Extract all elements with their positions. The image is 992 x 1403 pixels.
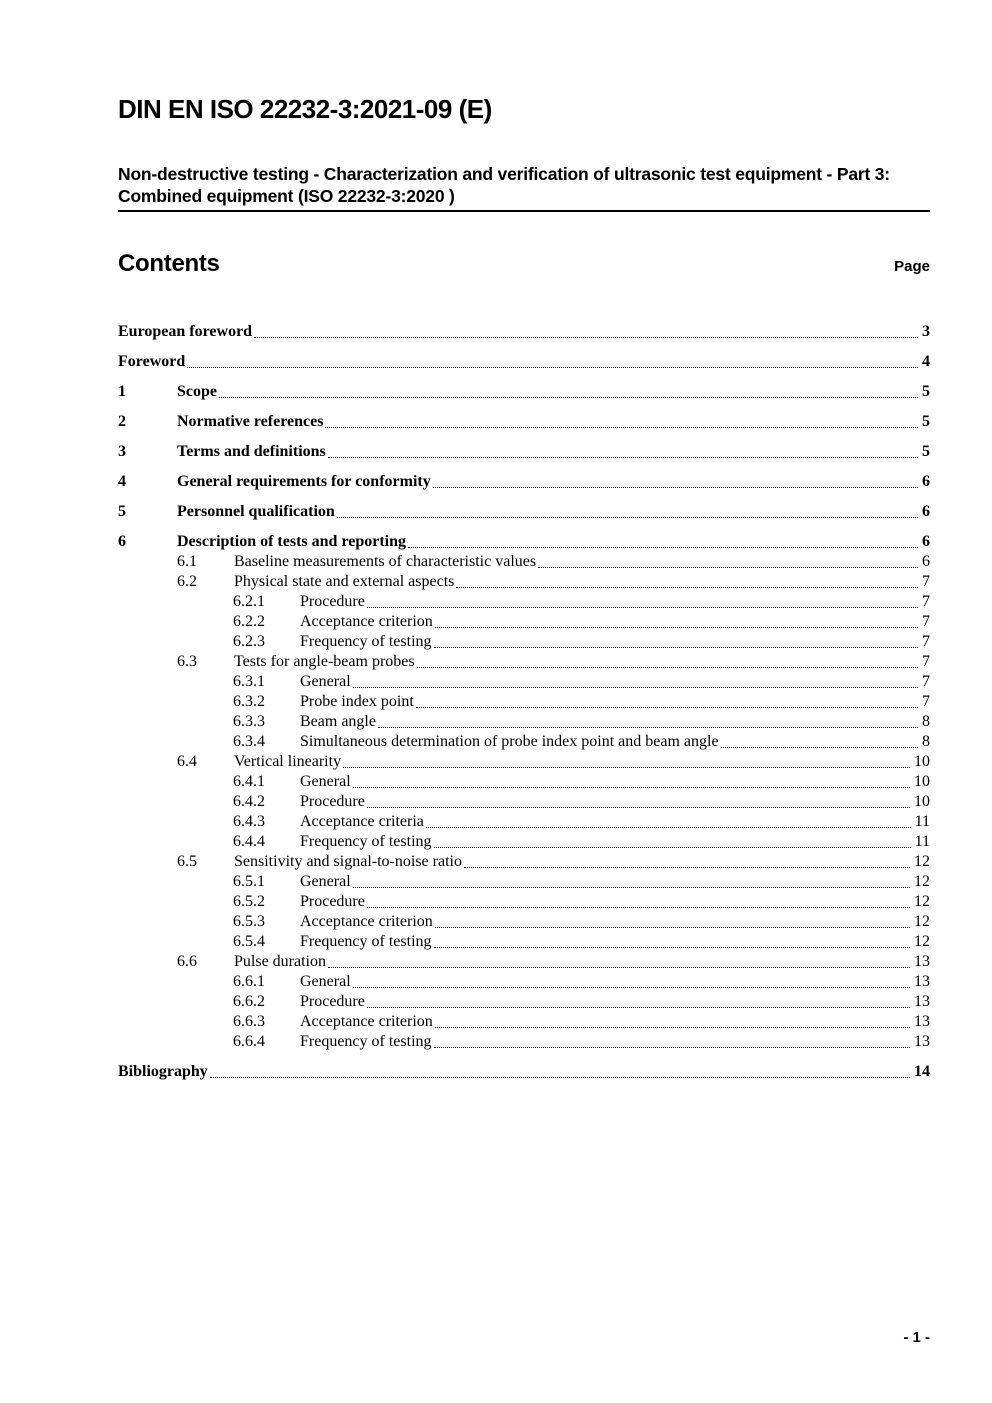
toc-entry-number: 6.4.1 — [233, 773, 265, 790]
toc-entry-number: 6.5.1 — [233, 873, 265, 890]
toc-entry[interactable] — [118, 712, 930, 732]
toc-entry-page: 5 — [922, 383, 930, 400]
toc-leader-dots — [353, 887, 910, 888]
toc-entry-page: 13 — [914, 1013, 930, 1030]
toc-entry-number: 6.3.2 — [233, 693, 265, 710]
toc-entry[interactable] — [118, 442, 930, 462]
toc-entry-page: 10 — [914, 753, 930, 770]
toc-entry-label: Beam angle — [300, 713, 376, 730]
toc-entry-label: Frequency of testing — [300, 1033, 432, 1050]
toc-entry-number: 2 — [118, 413, 126, 430]
toc-entry-label: Frequency of testing — [300, 633, 432, 650]
toc-entry-label: Sensitivity and signal-to-noise ratio — [234, 853, 462, 870]
toc-entry-page: 13 — [914, 953, 930, 970]
toc-entry-number: 6.6.2 — [233, 993, 265, 1010]
toc-entry[interactable] — [118, 692, 930, 712]
toc-entry-number: 6.2.1 — [233, 593, 265, 610]
toc-entry-label: General — [300, 673, 351, 690]
toc-entry-page: 12 — [914, 853, 930, 870]
toc-entry[interactable] — [118, 1012, 930, 1032]
toc-entry-label: General — [300, 973, 351, 990]
toc-entry[interactable] — [118, 412, 930, 432]
toc-leader-dots — [328, 967, 910, 968]
toc-entry-number: 6.3 — [177, 653, 197, 670]
toc-entry[interactable] — [118, 592, 930, 612]
toc-entry[interactable] — [118, 892, 930, 912]
toc-entry[interactable] — [118, 972, 930, 992]
toc-entry[interactable] — [118, 652, 930, 672]
toc-entry-number: 6.3.3 — [233, 713, 265, 730]
toc-entry-page: 8 — [922, 713, 930, 730]
toc-entry-label: Physical state and external aspects — [234, 573, 455, 590]
toc-entry-label: Frequency of testing — [300, 933, 432, 950]
toc-entry[interactable] — [118, 532, 930, 552]
toc-entry-label: Acceptance criterion — [300, 913, 433, 930]
toc-entry[interactable] — [118, 612, 930, 632]
toc-entry-label: Tests for angle-beam probes — [234, 653, 415, 670]
document-title: Non-destructive testing - Characterization and verification of ultrasonic test equipment - Part 3: Combined equipment (ISO 22232-3:2020 ) — [118, 163, 930, 212]
toc-entry-label: Scope — [177, 383, 217, 400]
toc-leader-dots — [435, 1027, 910, 1028]
toc-entry-page: 13 — [914, 973, 930, 990]
toc-entry-number: 1 — [118, 383, 126, 400]
toc-entry-label: Acceptance criterion — [300, 613, 433, 630]
toc-entry-number: 4 — [118, 473, 126, 490]
toc-entry-page: 7 — [922, 613, 930, 630]
toc-leader-dots — [434, 1047, 910, 1048]
toc-leader-dots — [219, 397, 918, 398]
toc-entry-label: Frequency of testing — [300, 833, 432, 850]
toc-leader-dots — [325, 427, 918, 428]
page-footer — [903, 1329, 930, 1346]
toc-leader-dots — [434, 647, 918, 648]
toc-entry-page: 10 — [914, 793, 930, 810]
toc-leader-dots — [434, 947, 910, 948]
toc-leader-dots — [367, 607, 918, 608]
toc-entry-number: 6.5 — [177, 853, 197, 870]
toc-leader-dots — [187, 367, 918, 368]
toc-entry-label: Vertical linearity — [234, 753, 342, 770]
contents-header-row — [118, 250, 930, 278]
toc-leader-dots — [378, 727, 918, 728]
toc-leader-dots — [434, 847, 911, 848]
toc-entry-page: 7 — [922, 573, 930, 590]
toc-entry[interactable] — [118, 992, 930, 1012]
toc-entry-label: General requirements for conformity — [177, 473, 431, 490]
toc-entry-label: General — [300, 773, 351, 790]
toc-entry-label: Bibliography — [118, 1063, 208, 1080]
toc-entry[interactable] — [118, 932, 930, 952]
page-column-label: Page — [894, 258, 930, 275]
toc-entry-label: Acceptance criterion — [300, 1013, 433, 1030]
toc-entry-page: 7 — [922, 693, 930, 710]
document-header — [118, 93, 930, 212]
toc-leader-dots — [721, 747, 918, 748]
toc-entry-page: 14 — [914, 1063, 930, 1080]
toc-entry-label: Procedure — [300, 993, 365, 1010]
toc-entry-number: 6.3.1 — [233, 673, 265, 690]
toc-entry-page: 5 — [922, 413, 930, 430]
toc-entry[interactable] — [118, 1062, 930, 1082]
toc-entry-number: 3 — [118, 443, 126, 460]
toc-entry[interactable] — [118, 572, 930, 592]
toc-entry[interactable] — [118, 552, 930, 572]
toc-entry-label: Normative references — [177, 413, 324, 430]
toc-entry[interactable] — [118, 832, 930, 852]
toc-entry-number: 6.2.2 — [233, 613, 265, 630]
toc-entry-label: Simultaneous determination of probe index point and beam angle — [300, 733, 719, 750]
toc-entry[interactable] — [118, 952, 930, 972]
toc-entry-label: European foreword — [118, 323, 253, 340]
toc-entry-page: 6 — [922, 553, 930, 570]
toc-entry[interactable] — [118, 752, 930, 772]
toc-entry-page: 11 — [914, 833, 930, 850]
toc-entry-number: 6.4.2 — [233, 793, 265, 810]
toc-entry[interactable] — [118, 872, 930, 892]
toc-entry-page: 6 — [922, 473, 930, 490]
toc-leader-dots — [538, 567, 918, 568]
toc-entry-page: 7 — [922, 593, 930, 610]
toc-entry-label: Procedure — [300, 793, 365, 810]
toc-leader-dots — [433, 487, 918, 488]
table-of-contents — [118, 322, 930, 1082]
toc-entry[interactable] — [118, 852, 930, 872]
toc-entry-label: Procedure — [300, 593, 365, 610]
toc-entry-label: Description of tests and reporting — [177, 533, 407, 550]
toc-leader-dots — [426, 827, 911, 828]
toc-entry-page: 3 — [922, 323, 930, 340]
toc-entry-page: 6 — [922, 533, 930, 550]
toc-entry-page: 12 — [914, 873, 930, 890]
toc-entry[interactable] — [118, 472, 930, 492]
toc-leader-dots — [367, 907, 910, 908]
toc-leader-dots — [435, 927, 910, 928]
toc-entry[interactable] — [118, 772, 930, 792]
toc-entry-page: 4 — [922, 353, 930, 370]
toc-entry-page: 10 — [914, 773, 930, 790]
toc-entry-label: Baseline measurements of characteristic values — [234, 553, 537, 570]
toc-leader-dots — [343, 767, 910, 768]
toc-entry-number: 6.6 — [177, 953, 197, 970]
toc-entry[interactable] — [118, 352, 930, 372]
toc-entry-number: 6.4.4 — [233, 833, 265, 850]
toc-entry-number: 6.3.4 — [233, 733, 265, 750]
toc-entry[interactable] — [118, 1032, 930, 1052]
toc-entry-page: 12 — [914, 913, 930, 930]
toc-leader-dots — [210, 1077, 910, 1078]
toc-entry-page: 12 — [914, 933, 930, 950]
toc-entry-page: 5 — [922, 443, 930, 460]
contents-heading: Contents — [118, 250, 220, 277]
toc-entry-number: 6 — [118, 533, 126, 550]
toc-entry-number: 6.6.4 — [233, 1033, 265, 1050]
toc-entry[interactable] — [118, 382, 930, 402]
toc-entry[interactable] — [118, 322, 930, 342]
toc-entry[interactable] — [118, 732, 930, 752]
toc-leader-dots — [337, 517, 918, 518]
toc-entry-number: 6.5.4 — [233, 933, 265, 950]
toc-entry-label: Foreword — [118, 353, 186, 370]
toc-entry-number: 6.2 — [177, 573, 197, 590]
toc-entry-page: 6 — [922, 503, 930, 520]
toc-entry-number: 6.1 — [177, 553, 197, 570]
toc-entry-number: 6.5.2 — [233, 893, 265, 910]
toc-entry-label: General — [300, 873, 351, 890]
toc-entry-number: 6.6.1 — [233, 973, 265, 990]
toc-entry[interactable] — [118, 912, 930, 932]
toc-leader-dots — [353, 987, 910, 988]
toc-leader-dots — [367, 1007, 910, 1008]
toc-leader-dots — [456, 587, 918, 588]
toc-leader-dots — [328, 457, 918, 458]
toc-entry-page: 7 — [922, 673, 930, 690]
toc-entry-page: 12 — [914, 893, 930, 910]
document-number: DIN EN ISO 22232-3:2021-09 (E) — [118, 94, 492, 124]
toc-entry[interactable] — [118, 632, 930, 652]
toc-entry-label: Terms and definitions — [177, 443, 326, 460]
toc-entry-label: Personnel qualification — [177, 503, 335, 520]
toc-leader-dots — [435, 627, 918, 628]
toc-entry-label: Probe index point — [300, 693, 414, 710]
toc-leader-dots — [416, 707, 918, 708]
toc-leader-dots — [367, 807, 910, 808]
toc-entry-label: Pulse duration — [234, 953, 326, 970]
toc-leader-dots — [464, 867, 910, 868]
toc-entry[interactable] — [118, 792, 930, 812]
toc-entry-number: 6.4.3 — [233, 813, 265, 830]
toc-entry-number: 6.4 — [177, 753, 197, 770]
toc-entry-label: Procedure — [300, 893, 365, 910]
page-number: - 1 - — [903, 1329, 930, 1346]
toc-entry-number: 5 — [118, 503, 126, 520]
toc-entry[interactable] — [118, 502, 930, 522]
toc-entry-page: 8 — [922, 733, 930, 750]
toc-entry-page: 7 — [922, 633, 930, 650]
toc-entry-page: 7 — [922, 653, 930, 670]
toc-entry[interactable] — [118, 812, 930, 832]
toc-leader-dots — [408, 547, 918, 548]
toc-entry-number: 6.5.3 — [233, 913, 265, 930]
toc-entry-page: 13 — [914, 1033, 930, 1050]
toc-leader-dots — [417, 667, 918, 668]
toc-entry-label: Acceptance criteria — [300, 813, 424, 830]
toc-entry-number: 6.6.3 — [233, 1013, 265, 1030]
toc-entry-page: 11 — [914, 813, 930, 830]
toc-entry-number: 6.2.3 — [233, 633, 265, 650]
toc-leader-dots — [353, 687, 918, 688]
toc-entry-page: 13 — [914, 993, 930, 1010]
toc-entry[interactable] — [118, 672, 930, 692]
toc-leader-dots — [353, 787, 910, 788]
toc-leader-dots — [254, 337, 918, 338]
